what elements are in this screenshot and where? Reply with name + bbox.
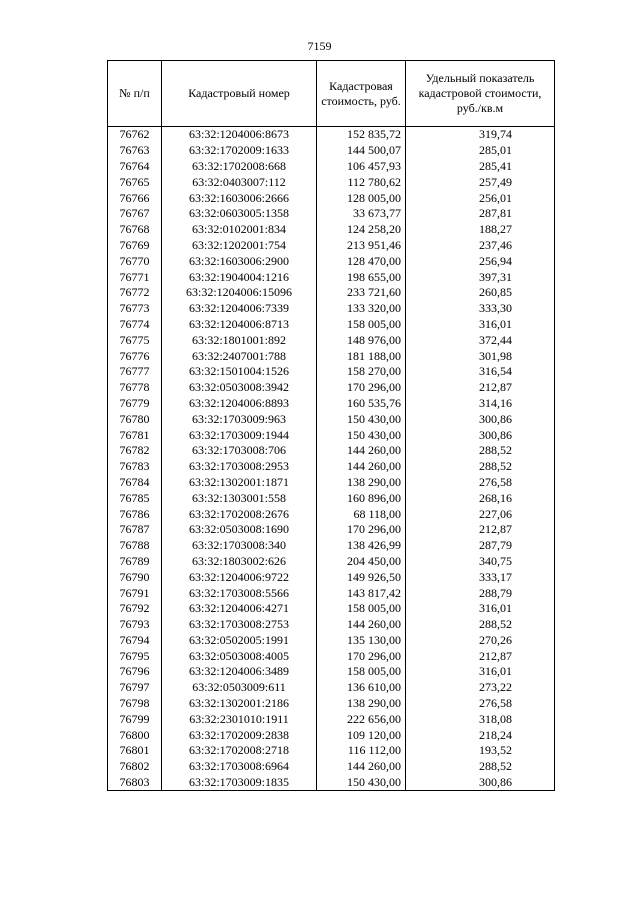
table-row bbox=[108, 174, 555, 190]
table-row bbox=[108, 506, 555, 522]
cadastral-cost-cell: 33 673,77 bbox=[317, 206, 406, 222]
cadastral-cost-cell: 158 270,00 bbox=[317, 364, 406, 380]
row-number-cell: 76793 bbox=[108, 617, 162, 633]
cadastral-number-cell: 63:32:1703008:706 bbox=[162, 443, 317, 459]
row-number-cell: 76790 bbox=[108, 569, 162, 585]
cadastral-number-cell: 63:32:0503008:1690 bbox=[162, 522, 317, 538]
table-row bbox=[108, 206, 555, 222]
table-body bbox=[108, 127, 555, 791]
row-number-cell: 76780 bbox=[108, 411, 162, 427]
table-row bbox=[108, 411, 555, 427]
cadastral-cost-cell: 170 296,00 bbox=[317, 380, 406, 396]
table-row bbox=[108, 759, 555, 775]
table-row bbox=[108, 427, 555, 443]
unit-value-cell: 193,52 bbox=[406, 743, 555, 759]
unit-value-cell: 212,87 bbox=[406, 380, 555, 396]
cadastral-number-cell: 63:32:2407001:788 bbox=[162, 348, 317, 364]
cadastral-cost-cell: 133 320,00 bbox=[317, 301, 406, 317]
unit-value-cell: 300,86 bbox=[406, 427, 555, 443]
cadastral-cost-cell: 144 500,07 bbox=[317, 143, 406, 159]
table-row bbox=[108, 253, 555, 269]
unit-value-cell: 397,31 bbox=[406, 269, 555, 285]
cadastral-cost-cell: 68 118,00 bbox=[317, 506, 406, 522]
cadastral-number-cell: 63:32:1904004:1216 bbox=[162, 269, 317, 285]
cadastral-number-cell: 63:32:1204006:3489 bbox=[162, 664, 317, 680]
row-number-cell: 76784 bbox=[108, 475, 162, 491]
row-number-cell: 76794 bbox=[108, 633, 162, 649]
cadastral-cost-cell: 170 296,00 bbox=[317, 522, 406, 538]
cadastral-number-cell: 63:32:1603006:2900 bbox=[162, 253, 317, 269]
unit-value-cell: 287,79 bbox=[406, 538, 555, 554]
table-row bbox=[108, 380, 555, 396]
cadastral-cost-cell: 204 450,00 bbox=[317, 554, 406, 570]
cadastral-cost-cell: 144 260,00 bbox=[317, 443, 406, 459]
cadastral-cost-cell: 222 656,00 bbox=[317, 711, 406, 727]
row-number-cell: 76778 bbox=[108, 380, 162, 396]
row-number-cell: 76768 bbox=[108, 222, 162, 238]
row-number-cell: 76786 bbox=[108, 506, 162, 522]
cadastral-number-cell: 63:32:1703008:2953 bbox=[162, 459, 317, 475]
cadastral-number-cell: 63:32:1302001:1871 bbox=[162, 475, 317, 491]
table-row bbox=[108, 554, 555, 570]
row-number-cell: 76801 bbox=[108, 743, 162, 759]
row-number-cell: 76777 bbox=[108, 364, 162, 380]
cadastral-number-cell: 63:32:1501004:1526 bbox=[162, 364, 317, 380]
table-row bbox=[108, 443, 555, 459]
cadastral-cost-cell: 116 112,00 bbox=[317, 743, 406, 759]
cadastral-number-cell: 63:32:1204006:9722 bbox=[162, 569, 317, 585]
unit-value-cell: 212,87 bbox=[406, 522, 555, 538]
unit-value-cell: 340,75 bbox=[406, 554, 555, 570]
table-row bbox=[108, 664, 555, 680]
cadastral-number-cell: 63:32:0102001:834 bbox=[162, 222, 317, 238]
cadastral-cost-cell: 135 130,00 bbox=[317, 633, 406, 649]
row-number-cell: 76781 bbox=[108, 427, 162, 443]
unit-value-cell: 257,49 bbox=[406, 174, 555, 190]
table-row bbox=[108, 317, 555, 333]
row-number-cell: 76775 bbox=[108, 332, 162, 348]
header-number: № п/п bbox=[108, 61, 162, 127]
cadastral-number-cell: 63:32:1703008:5566 bbox=[162, 585, 317, 601]
table-row bbox=[108, 617, 555, 633]
row-number-cell: 76798 bbox=[108, 696, 162, 712]
table-row bbox=[108, 127, 555, 143]
cadastral-number-cell: 63:32:1603006:2666 bbox=[162, 190, 317, 206]
cadastral-number-cell: 63:32:1204006:7339 bbox=[162, 301, 317, 317]
table-row bbox=[108, 775, 555, 791]
cadastral-number-cell: 63:32:1702009:2838 bbox=[162, 727, 317, 743]
unit-value-cell: 319,74 bbox=[406, 127, 555, 143]
cadastral-number-cell: 63:32:1204006:8893 bbox=[162, 396, 317, 412]
cadastral-number-cell: 63:32:0503008:4005 bbox=[162, 648, 317, 664]
cadastral-number-cell: 63:32:1702008:668 bbox=[162, 159, 317, 175]
row-number-cell: 76776 bbox=[108, 348, 162, 364]
cadastral-cost-cell: 149 926,50 bbox=[317, 569, 406, 585]
row-number-cell: 76782 bbox=[108, 443, 162, 459]
table-row bbox=[108, 301, 555, 317]
table-row bbox=[108, 743, 555, 759]
cadastral-cost-cell: 160 535,76 bbox=[317, 396, 406, 412]
table-row bbox=[108, 538, 555, 554]
table-row bbox=[108, 143, 555, 159]
table-row bbox=[108, 648, 555, 664]
unit-value-cell: 333,30 bbox=[406, 301, 555, 317]
unit-value-cell: 237,46 bbox=[406, 238, 555, 254]
cadastral-number-cell: 63:32:1702009:1633 bbox=[162, 143, 317, 159]
cadastral-number-cell: 63:32:1703008:6964 bbox=[162, 759, 317, 775]
cadastral-cost-cell: 144 260,00 bbox=[317, 617, 406, 633]
header-unit-value: Удельный показатель кадастровой стоимости, руб./кв.м bbox=[406, 61, 555, 127]
table-row bbox=[108, 727, 555, 743]
unit-value-cell: 285,41 bbox=[406, 159, 555, 175]
table-row bbox=[108, 633, 555, 649]
table-row bbox=[108, 459, 555, 475]
row-number-cell: 76770 bbox=[108, 253, 162, 269]
table-row bbox=[108, 238, 555, 254]
unit-value-cell: 276,58 bbox=[406, 696, 555, 712]
table-row bbox=[108, 475, 555, 491]
cadastral-cost-cell: 213 951,46 bbox=[317, 238, 406, 254]
cadastral-number-cell: 63:32:1204006:15096 bbox=[162, 285, 317, 301]
cadastral-cost-cell: 128 005,00 bbox=[317, 190, 406, 206]
unit-value-cell: 285,01 bbox=[406, 143, 555, 159]
row-number-cell: 76767 bbox=[108, 206, 162, 222]
cadastral-cost-cell: 158 005,00 bbox=[317, 601, 406, 617]
unit-value-cell: 270,26 bbox=[406, 633, 555, 649]
row-number-cell: 76774 bbox=[108, 317, 162, 333]
row-number-cell: 76796 bbox=[108, 664, 162, 680]
cadastral-cost-cell: 158 005,00 bbox=[317, 317, 406, 333]
cadastral-cost-cell: 136 610,00 bbox=[317, 680, 406, 696]
unit-value-cell: 276,58 bbox=[406, 475, 555, 491]
cadastral-number-cell: 63:32:1801001:892 bbox=[162, 332, 317, 348]
row-number-cell: 76783 bbox=[108, 459, 162, 475]
cadastral-cost-cell: 170 296,00 bbox=[317, 648, 406, 664]
cadastral-number-cell: 63:32:1204006:4271 bbox=[162, 601, 317, 617]
unit-value-cell: 288,52 bbox=[406, 443, 555, 459]
unit-value-cell: 300,86 bbox=[406, 775, 555, 791]
header-row bbox=[108, 61, 555, 127]
table-header bbox=[108, 61, 555, 127]
row-number-cell: 76779 bbox=[108, 396, 162, 412]
unit-value-cell: 288,52 bbox=[406, 617, 555, 633]
table-row bbox=[108, 332, 555, 348]
row-number-cell: 76787 bbox=[108, 522, 162, 538]
unit-value-cell: 273,22 bbox=[406, 680, 555, 696]
table-row bbox=[108, 569, 555, 585]
unit-value-cell: 316,01 bbox=[406, 601, 555, 617]
row-number-cell: 76764 bbox=[108, 159, 162, 175]
table-row bbox=[108, 696, 555, 712]
table-row bbox=[108, 190, 555, 206]
row-number-cell: 76773 bbox=[108, 301, 162, 317]
unit-value-cell: 300,86 bbox=[406, 411, 555, 427]
cadastral-cost-cell: 150 430,00 bbox=[317, 775, 406, 791]
table-row bbox=[108, 159, 555, 175]
unit-value-cell: 260,85 bbox=[406, 285, 555, 301]
cadastral-number-cell: 63:32:1803002:626 bbox=[162, 554, 317, 570]
table-row bbox=[108, 585, 555, 601]
unit-value-cell: 372,44 bbox=[406, 332, 555, 348]
row-number-cell: 76795 bbox=[108, 648, 162, 664]
cadastral-cost-cell: 144 260,00 bbox=[317, 459, 406, 475]
unit-value-cell: 188,27 bbox=[406, 222, 555, 238]
cadastral-cost-cell: 112 780,62 bbox=[317, 174, 406, 190]
cadastral-number-cell: 63:32:0502005:1991 bbox=[162, 633, 317, 649]
cadastral-number-cell: 63:32:0603005:1358 bbox=[162, 206, 317, 222]
table-row bbox=[108, 490, 555, 506]
cadastral-number-cell: 63:32:1702008:2718 bbox=[162, 743, 317, 759]
cadastral-number-cell: 63:32:1204006:8713 bbox=[162, 317, 317, 333]
cadastral-cost-cell: 138 426,99 bbox=[317, 538, 406, 554]
unit-value-cell: 288,52 bbox=[406, 459, 555, 475]
cadastral-number-cell: 63:32:0503008:3942 bbox=[162, 380, 317, 396]
cadastral-number-cell: 63:32:1703009:1835 bbox=[162, 775, 317, 791]
cadastral-value-table bbox=[107, 60, 555, 791]
row-number-cell: 76762 bbox=[108, 127, 162, 143]
unit-value-cell: 288,52 bbox=[406, 759, 555, 775]
row-number-cell: 76802 bbox=[108, 759, 162, 775]
cadastral-cost-cell: 144 260,00 bbox=[317, 759, 406, 775]
row-number-cell: 76771 bbox=[108, 269, 162, 285]
cadastral-number-cell: 63:32:1202001:754 bbox=[162, 238, 317, 254]
cadastral-cost-cell: 128 470,00 bbox=[317, 253, 406, 269]
table-row bbox=[108, 269, 555, 285]
row-number-cell: 76792 bbox=[108, 601, 162, 617]
page-number: 7159 bbox=[307, 39, 332, 53]
row-number-cell: 76765 bbox=[108, 174, 162, 190]
cadastral-number-cell: 63:32:1703008:340 bbox=[162, 538, 317, 554]
cadastral-cost-cell: 181 188,00 bbox=[317, 348, 406, 364]
table-row bbox=[108, 222, 555, 238]
cadastral-cost-cell: 138 290,00 bbox=[317, 475, 406, 491]
cadastral-cost-cell: 138 290,00 bbox=[317, 696, 406, 712]
table-row bbox=[108, 711, 555, 727]
cadastral-cost-cell: 150 430,00 bbox=[317, 427, 406, 443]
row-number-cell: 76785 bbox=[108, 490, 162, 506]
cadastral-cost-cell: 152 835,72 bbox=[317, 127, 406, 143]
unit-value-cell: 316,54 bbox=[406, 364, 555, 380]
unit-value-cell: 227,06 bbox=[406, 506, 555, 522]
table-row bbox=[108, 348, 555, 364]
cadastral-number-cell: 63:32:0503009:611 bbox=[162, 680, 317, 696]
unit-value-cell: 314,16 bbox=[406, 396, 555, 412]
unit-value-cell: 316,01 bbox=[406, 664, 555, 680]
unit-value-cell: 318,08 bbox=[406, 711, 555, 727]
table-row bbox=[108, 364, 555, 380]
cadastral-cost-cell: 158 005,00 bbox=[317, 664, 406, 680]
cadastral-cost-cell: 143 817,42 bbox=[317, 585, 406, 601]
row-number-cell: 76789 bbox=[108, 554, 162, 570]
row-number-cell: 76797 bbox=[108, 680, 162, 696]
unit-value-cell: 301,98 bbox=[406, 348, 555, 364]
unit-value-cell: 288,79 bbox=[406, 585, 555, 601]
table-row bbox=[108, 601, 555, 617]
cadastral-number-cell: 63:32:1703008:2753 bbox=[162, 617, 317, 633]
cadastral-cost-cell: 150 430,00 bbox=[317, 411, 406, 427]
unit-value-cell: 218,24 bbox=[406, 727, 555, 743]
row-number-cell: 76800 bbox=[108, 727, 162, 743]
cadastral-cost-cell: 124 258,20 bbox=[317, 222, 406, 238]
cadastral-cost-cell: 148 976,00 bbox=[317, 332, 406, 348]
unit-value-cell: 256,01 bbox=[406, 190, 555, 206]
cadastral-number-cell: 63:32:0403007:112 bbox=[162, 174, 317, 190]
cadastral-number-cell: 63:32:1703009:1944 bbox=[162, 427, 317, 443]
table-row bbox=[108, 522, 555, 538]
row-number-cell: 76763 bbox=[108, 143, 162, 159]
row-number-cell: 76799 bbox=[108, 711, 162, 727]
table-row bbox=[108, 396, 555, 412]
unit-value-cell: 256,94 bbox=[406, 253, 555, 269]
table-row bbox=[108, 680, 555, 696]
cadastral-cost-cell: 198 655,00 bbox=[317, 269, 406, 285]
unit-value-cell: 333,17 bbox=[406, 569, 555, 585]
cadastral-number-cell: 63:32:1702008:2676 bbox=[162, 506, 317, 522]
header-cadastral-cost: Кадастровая стоимость, руб. bbox=[317, 61, 406, 127]
unit-value-cell: 316,01 bbox=[406, 317, 555, 333]
row-number-cell: 76791 bbox=[108, 585, 162, 601]
header-cadastral-number: Кадастровый номер bbox=[162, 61, 317, 127]
row-number-cell: 76772 bbox=[108, 285, 162, 301]
unit-value-cell: 287,81 bbox=[406, 206, 555, 222]
cadastral-number-cell: 63:32:1302001:2186 bbox=[162, 696, 317, 712]
cadastral-cost-cell: 233 721,60 bbox=[317, 285, 406, 301]
unit-value-cell: 268,16 bbox=[406, 490, 555, 506]
cadastral-cost-cell: 106 457,93 bbox=[317, 159, 406, 175]
cadastral-number-cell: 63:32:1703009:963 bbox=[162, 411, 317, 427]
row-number-cell: 76766 bbox=[108, 190, 162, 206]
row-number-cell: 76788 bbox=[108, 538, 162, 554]
cadastral-cost-cell: 160 896,00 bbox=[317, 490, 406, 506]
row-number-cell: 76803 bbox=[108, 775, 162, 791]
row-number-cell: 76769 bbox=[108, 238, 162, 254]
cadastral-number-cell: 63:32:1303001:558 bbox=[162, 490, 317, 506]
table-row bbox=[108, 285, 555, 301]
cadastral-cost-cell: 109 120,00 bbox=[317, 727, 406, 743]
cadastral-number-cell: 63:32:1204006:8673 bbox=[162, 127, 317, 143]
cadastral-number-cell: 63:32:2301010:1911 bbox=[162, 711, 317, 727]
unit-value-cell: 212,87 bbox=[406, 648, 555, 664]
